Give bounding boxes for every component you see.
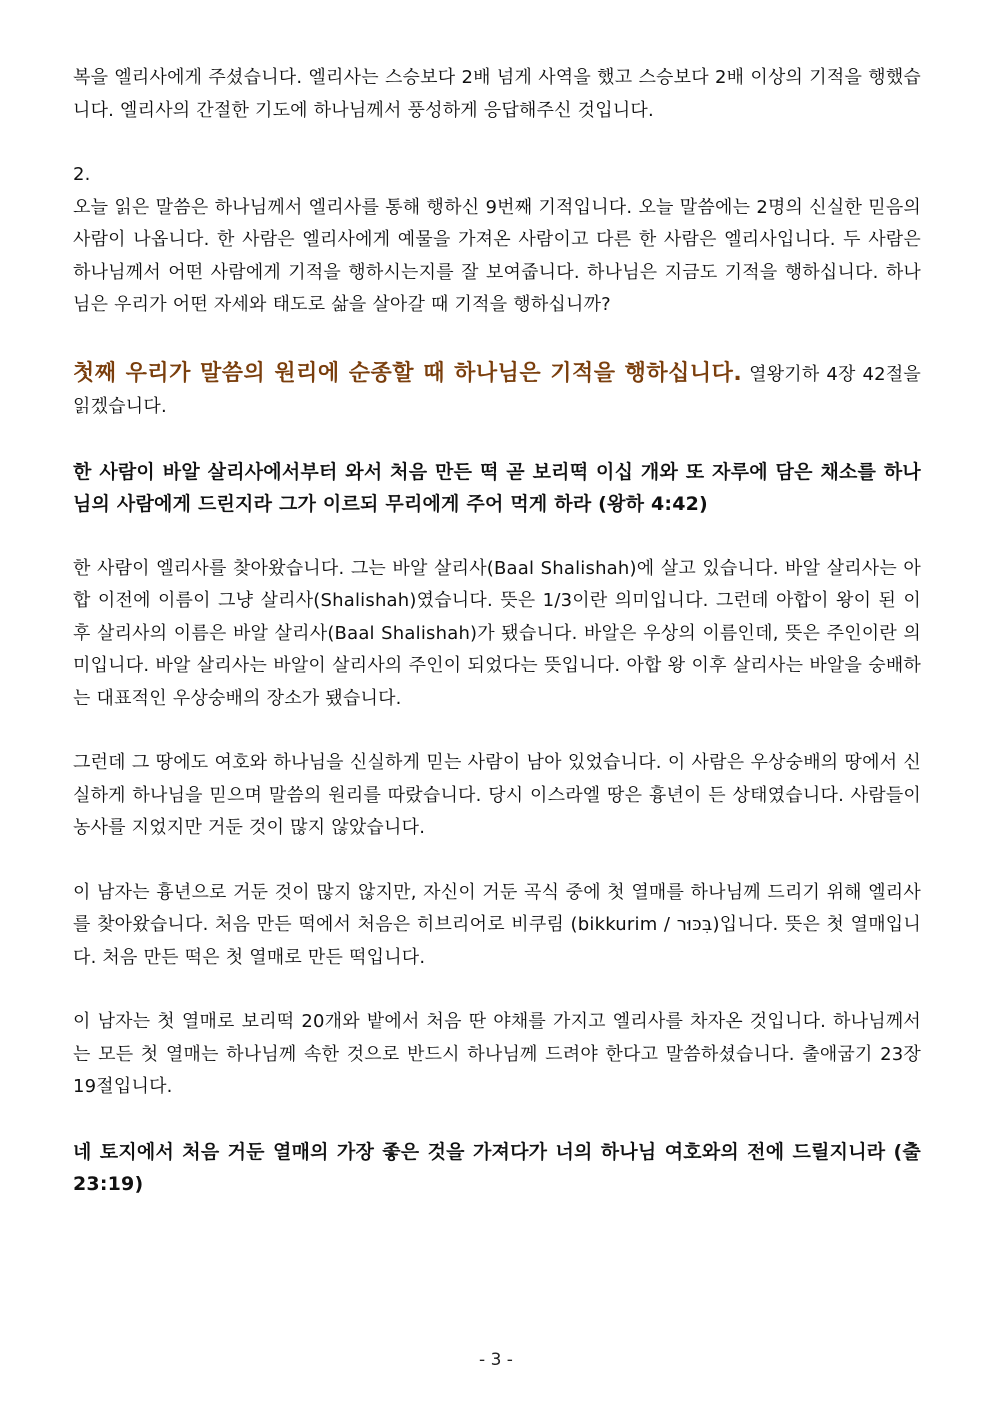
paragraph-intro-continued: 복을 엘리사에게 주셨습니다. 엘리사는 스승보다 2배 넘게 사역을 했고 스승보다 2배 이상의 기적을 행했습니다. 엘리사의 간절한 기도에 하나님께서 풍성하게 응답해주신 것입니다.	[73, 67, 921, 121]
scripture-verse-2kings: 한 사람이 바알 살리사에서부터 와서 처음 만든 떡 곧 보리떡 이십 개와 또 자루에 담은 채소를 하나님의 사람에게 드린지라 그가 이르되 무리에게 주어 먹게 하라 (왕하 4:42)	[73, 460, 921, 515]
document-page	[73, 62, 921, 1201]
point-heading-reference: 열왕기하 4장 42절을 읽겠습니다.	[73, 363, 921, 417]
paragraph-baal-shalishah: 한 사람이 엘리사를 찾아왔습니다. 그는 바알 살리사(Baal Shalishah)에 살고 있습니다. 바알 살리사는 아합 이전에 이름이 그냥 살리사(Shalishah)였습니다. 뜻은 1/3이란 의미입니다. 그런데 아합이 왕이 된 이후 살리사의 이름은 바알 살리사(Baal Shalishah)가 됐습니다. 바알은 우상의 이름인데, 뜻은 주인이란 의미입니다. 바알 살리사는 바알이 살리사의 주인이 되었다는 뜻입니다. 아합 왕 이후 살리사는 바알을 숭배하는 대표적인 우상숭배의 장소가 됐습니다.	[73, 557, 921, 709]
spacer	[73, 322, 921, 358]
point-heading-accent: 첫째 우리가 말씀의 원리에 순종할 때 하나님은 기적을 행하십니다.	[73, 360, 743, 386]
paragraph-barley-loaves: 이 남자는 첫 열매로 보리떡 20개와 밭에서 처음 딴 야채를 가지고 엘리사를 차자온 것입니다. 하나님께서는 모든 첫 열매는 하나님께 속한 것으로 반드시 하나님께 드려야 한다고 말씀하셨습니다. 출애굽기 23장 19절입니다.	[73, 1011, 921, 1097]
point-heading	[73, 358, 921, 424]
paragraph-first-fruits: 이 남자는 흉년으로 거둔 것이 많지 않지만, 자신이 거둔 곡식 중에 첫 열매를 하나님께 드리기 위해 엘리사를 찾아왔습니다. 처음 만든 떡에서 처음은 히브리어로 비쿠림 (bikkurim / בִּכּוּר)입니다. 뜻은 첫 열매입니다. 처음 만든 떡은 첫 열매로 만든 떡입니다.	[73, 881, 921, 968]
page-number: - 3 -	[479, 1350, 513, 1370]
scripture-verse-exodus: 네 토지에서 처음 거둔 열매의 가장 좋은 것을 가져다가 너의 하나님 여호와의 전에 드릴지니라 (출 23:19)	[73, 1140, 921, 1195]
spacer	[73, 127, 921, 159]
spacer	[73, 715, 921, 747]
paragraph-faithful-man: 그런데 그 땅에도 여호와 하나님을 신실하게 믿는 사람이 남아 있었습니다. 이 사람은 우상숭배의 땅에서 신실하게 하나님을 믿으며 말씀의 원리를 따랐습니다. 당시 이스라엘 땅은 흉년이 든 상태였습니다. 사람들이 농사를 지었지만 거둔 것이 많지 않았습니다.	[73, 752, 921, 838]
spacer	[73, 974, 921, 1006]
section-number: 2.	[73, 164, 91, 185]
spacer	[73, 1104, 921, 1136]
paragraph-section-intro: 오늘 읽은 말씀은 하나님께서 엘리사를 통해 행하신 9번째 기적입니다. 오늘 말씀에는 2명의 신실한 믿음의 사람이 나옵니다. 한 사람은 엘리사에게 예물을 가져온 사람이고 다른 한 사람은 엘리사입니다. 두 사람은 하나님께서 어떤 사람에게 기적을 행하시는지를 잘 보여줍니다. 하나님은 지금도 기적을 행하십니다. 하나님은 우리가 어떤 자세와 태도로 삶을 살아갈 때 기적을 행하십니까?	[73, 196, 921, 315]
spacer	[73, 521, 921, 553]
spacer	[73, 845, 921, 877]
spacer	[73, 424, 921, 456]
